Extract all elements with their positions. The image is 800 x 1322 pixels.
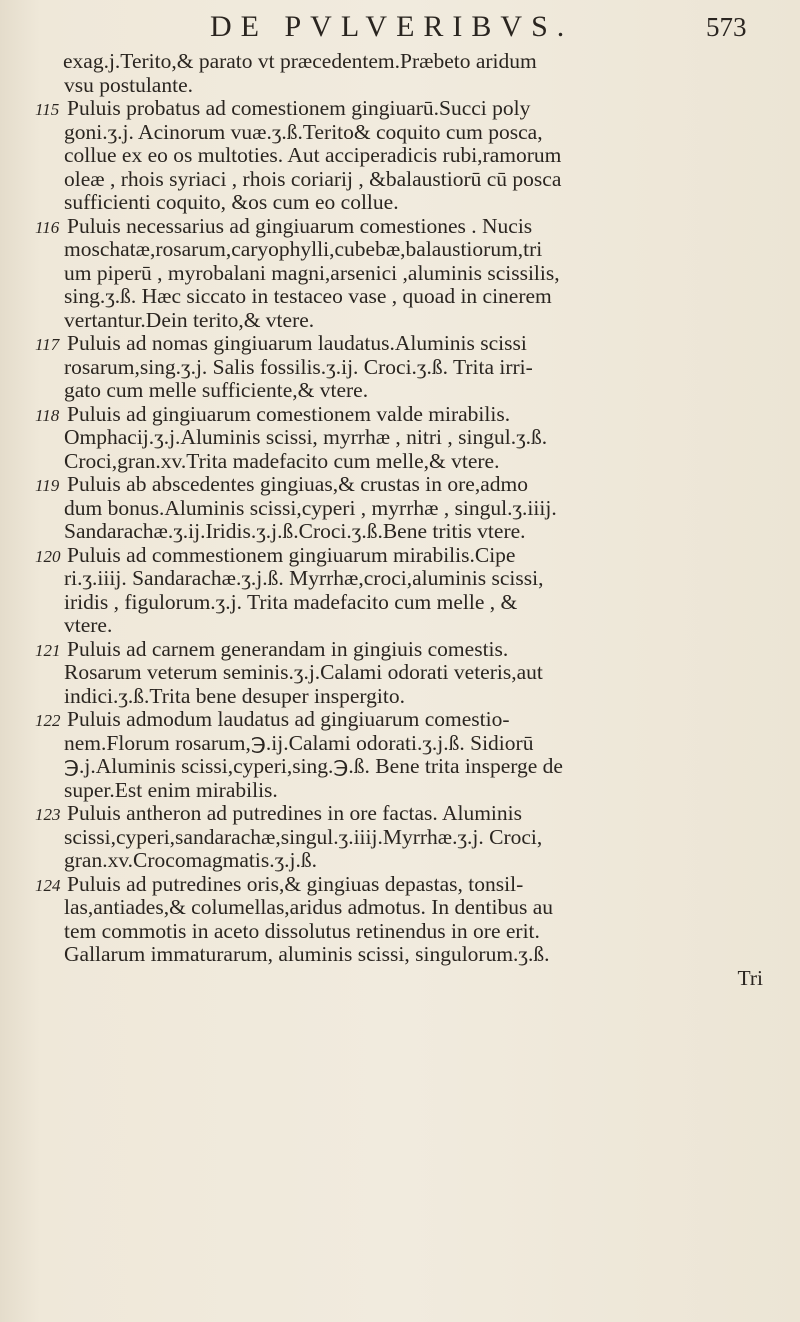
text-line: oleæ , rhois syriaci , rhois coriarij , &balaustiorū cū posca — [64, 167, 562, 191]
page-header — [0, 10, 800, 50]
recipe-entry — [35, 802, 787, 873]
text-line: goni.ʒ.j. Acinorum vuæ.ʒ.ß.Terito& coquito cum posca, — [64, 120, 543, 144]
text-line: Rosarum veterum seminis.ʒ.j.Calami odorati veteris,aut — [64, 661, 543, 684]
text-line: Puluis ab abscedentes gingiuas,& crustas in ore,admo — [67, 473, 528, 496]
text-line: Omphacij.ʒ.j.Aluminis scissi, myrrhæ , nitri , singul.ʒ.ß. — [64, 426, 548, 449]
page-number: 573 — [706, 12, 747, 42]
text-line: dum bonus.Aluminis scissi,cyperi , myrrhæ , singul.ʒ.iiij. — [64, 496, 557, 520]
entry-number: 116 — [35, 217, 60, 237]
text-line: vertantur.Dein terito,& vtere. — [64, 308, 315, 332]
text-line: nem.Florum rosarum,℈.ij.Calami odorati.ʒ.j.ß. Sidiorū — [64, 731, 534, 755]
catchword: Tri — [737, 966, 763, 990]
text-line: moschatæ,rosarum,caryophylli,cubebæ,balaustiorum,tri — [64, 238, 543, 261]
recipe-entry — [35, 50, 787, 97]
text-line: gato cum melle sufficiente,& vtere. — [64, 379, 369, 402]
text-line: Croci,gran.xv.Trita madefacito cum melle,& vtere. — [64, 449, 500, 473]
text-line: las,antiades,& columellas,aridus admotus. In dentibus au — [64, 896, 554, 919]
text-line: Puluis probatus ad comestionem gingiuarū.Succi poly — [67, 97, 531, 120]
text-line: Sandarachæ.ʒ.ij.Iridis.ʒ.j.ß.Croci.ʒ.ß.Bene tritis vtere. — [64, 520, 526, 543]
entry-number: 122 — [35, 711, 61, 730]
text-line: Puluis admodum laudatus ad gingiuarum comestio- — [67, 708, 510, 731]
text-line: Puluis ad commestionem gingiuarum mirabilis.Cipe — [67, 543, 516, 567]
text-line: rosarum,sing.ʒ.j. Salis fossilis.ʒ.ij. Croci.ʒ.ß. Trita irri- — [64, 355, 533, 379]
text-line: iridis , figulorum.ʒ.j. Trita madefacito cum melle , & — [64, 590, 518, 614]
text-block — [35, 50, 787, 990]
entry-number: 115 — [35, 100, 60, 119]
recipe-entry — [35, 638, 787, 709]
text-line: Puluis necessarius ad gingiuarum comestiones . Nucis — [67, 214, 533, 238]
text-line: ℈.j.Aluminis scissi,cyperi,sing.℈.ß. Bene trita insperge de — [64, 755, 563, 778]
text-line: ri.ʒ.iiij. Sandarachæ.ʒ.j.ß. Myrrhæ,croci,aluminis scissi, — [64, 567, 544, 590]
recipe-entry — [35, 873, 787, 967]
recipe-entry — [35, 332, 787, 403]
text-line: sufficienti coquito, &os cum eo collue. — [64, 191, 399, 214]
recipe-entry — [35, 215, 787, 333]
recipe-entry — [35, 403, 787, 474]
text-line: indici.ʒ.ß.Trita bene desuper inspergito. — [64, 684, 405, 708]
running-title: DE PVLVERIBVS. — [210, 10, 574, 43]
entry-number: 119 — [35, 476, 60, 495]
entry-number: 121 — [35, 640, 61, 660]
recipe-entry — [35, 97, 787, 215]
text-line: Puluis ad carnem generandam in gingiuis comestis. — [67, 637, 509, 661]
entry-number: 124 — [35, 875, 61, 895]
entry-number: 123 — [35, 805, 61, 824]
text-line: vtere. — [64, 614, 113, 637]
text-line: Gallarum immaturarum, aluminis scissi, singulorum.ʒ.ß. — [64, 943, 550, 966]
text-line: vsu postulante. — [64, 73, 193, 97]
recipe-entry — [35, 473, 787, 544]
text-line: exag.j.Terito,& parato vt præcedentem.Præbeto aridum — [63, 50, 537, 73]
text-line: um piperū , myrobalani magni,arsenici ,aluminis scissilis, — [64, 261, 560, 285]
entry-number: 117 — [35, 335, 60, 354]
entry-number: 118 — [35, 405, 60, 425]
text-line: scissi,cyperi,sandarachæ,singul.ʒ.iiij.Myrrhæ.ʒ.j. Croci, — [64, 825, 543, 849]
text-line: sing.ʒ.ß. Hæc siccato in testaceo vase , quoad in cinerem — [64, 285, 552, 308]
text-line: Puluis ad putredines oris,& gingiuas depastas, tonsil- — [67, 872, 524, 896]
text-line: tem commotis in aceto dissolutus retinendus in ore erit. — [64, 919, 540, 943]
entry-number: 120 — [35, 546, 61, 566]
text-line: Puluis antheron ad putredines in ore factas. Aluminis — [67, 802, 522, 825]
recipe-entry — [35, 544, 787, 638]
text-line: gran.xv.Crocomagmatis.ʒ.j.ß. — [64, 849, 317, 872]
recipe-entry — [35, 708, 787, 802]
text-line: Puluis ad gingiuarum comestionem valde mirabilis. — [67, 402, 511, 426]
text-line: super.Est enim mirabilis. — [64, 778, 278, 802]
text-line: Puluis ad nomas gingiuarum laudatus.Aluminis scissi — [67, 332, 527, 355]
text-line: collue ex eo os multoties. Aut acciperadicis rubi,ramorum — [64, 144, 562, 167]
